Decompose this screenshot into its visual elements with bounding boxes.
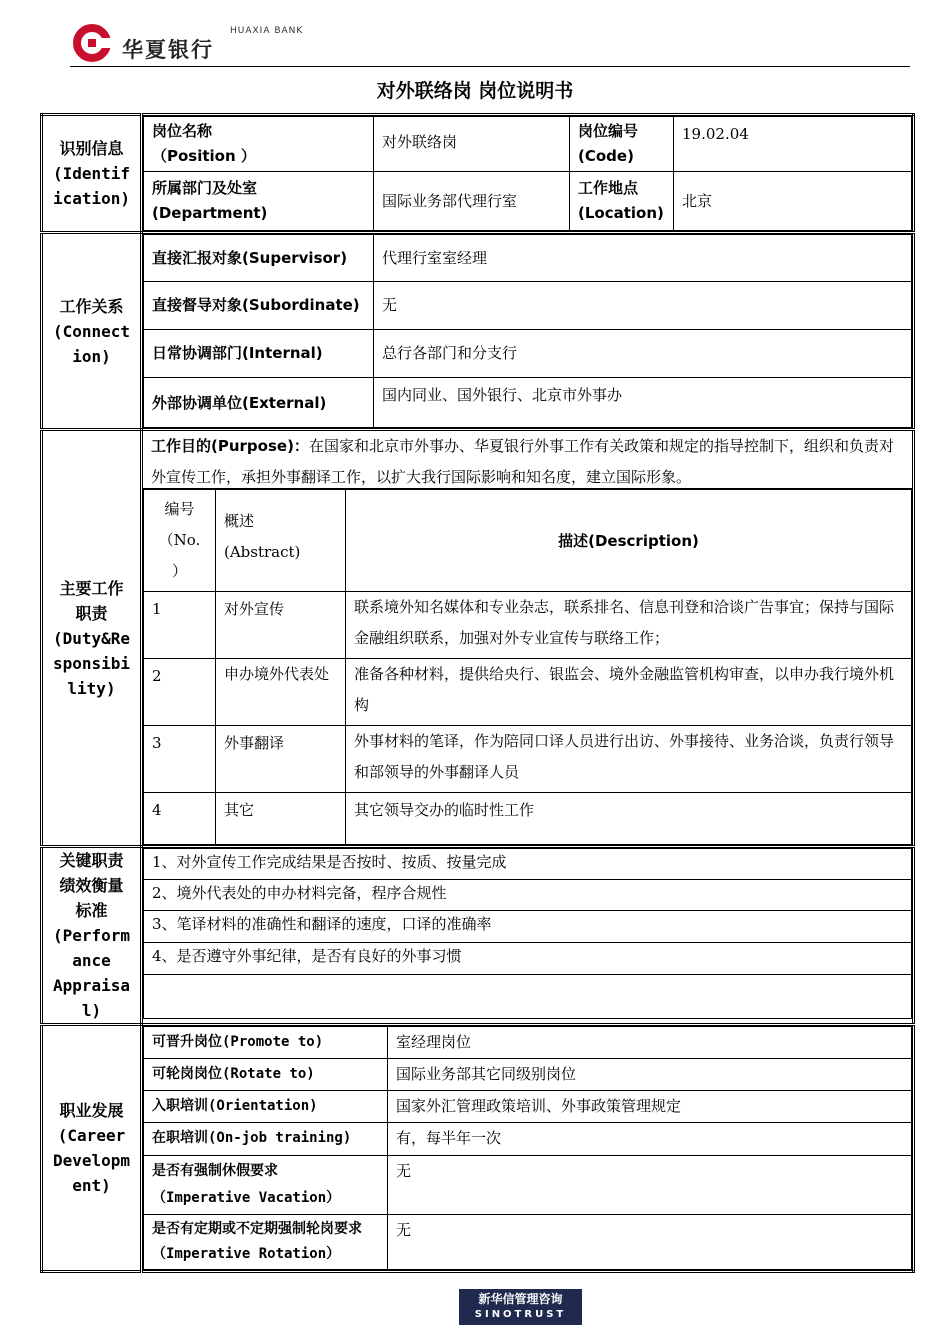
duty-description: 联系境外知名媒体和专业杂志，联系排名、信息刊登和洽谈广告事宜；保持与国际金融组织联系，加强对外专业宣传与联络工作； [346,592,912,659]
duty-row [144,726,912,793]
supervisor-label: 直接汇报对象(Supervisor) [144,235,374,282]
position-label: 岗位名称 （Position ） [144,117,374,172]
section-connection: 工作关系 (Connect ion) [42,233,142,430]
duty-abstract: 外事翻译 [216,726,346,793]
no-header: 编号 （No. ） [144,490,216,592]
rotation-value: 无 [388,1215,912,1270]
identification-section [42,115,914,233]
performance-section [42,847,914,1025]
connection-section [42,233,914,430]
duty-description: 外事材料的笔译，作为陪同口译人员进行出访、外事接待、业务洽谈，负责行领导和部领导的外事翻译人员 [346,726,912,793]
section-duty: 主要工作 职责 (Duty&Re sponsibi lity) [42,430,142,847]
description-header: 描述(Description) [346,490,912,592]
duty-description: 准备各种材料，提供给央行、银监会、境外金融监管机构审查，以申办我行境外机构 [346,659,912,726]
sinotrust-logo [459,1289,582,1325]
external-value: 国内同业、国外银行、北京市外事办 [374,378,912,428]
onjob-label: 在职培训(On-job training) [144,1123,388,1156]
code-value: 19.02.04 [674,117,912,172]
vacation-label: 是否有强制休假要求 （Imperative Vacation） [144,1156,388,1215]
document-title: 对外联络岗 岗位说明书 [376,80,574,102]
purpose-block [143,431,912,489]
duty-no: 2 [144,659,216,726]
internal-label: 日常协调部门(Internal) [144,330,374,378]
duty-section [42,430,914,847]
performance-item: 3、笔译材料的准确性和翻译的速度，口译的准确率 [144,911,912,943]
duty-abstract: 其它 [216,793,346,845]
job-description-table [40,113,915,1273]
internal-value: 总行各部门和分支行 [374,330,912,378]
duty-no: 4 [144,793,216,845]
location-label: 工作地点 (Location) [570,172,674,231]
performance-item: 4、是否遵守外事纪律，是否有良好的外事习惯 [144,943,912,975]
location-value: 北京 [674,172,912,231]
subordinate-label: 直接督导对象(Subordinate) [144,282,374,330]
performance-item: 1、对外宣传工作完成结果是否按时、按质、按量完成 [144,849,912,880]
orientation-value: 国家外汇管理政策培训、外事政策管理规定 [388,1091,912,1123]
subordinate-value: 无 [374,282,912,330]
promote-value: 室经理岗位 [388,1027,912,1059]
section-identification: 识别信息 (Identif ication) [42,115,142,233]
promote-label: 可晋升岗位(Promote to) [144,1027,388,1059]
purpose-text: 在国家和北京市外事办、华夏银行外事工作有关政策和规定的指导控制下，组织和负责对外宣传工作，承担外事翻译工作，以扩大我行国际影响和知名度，建立国际形象。 [151,437,894,486]
supervisor-value: 代理行室室经理 [374,235,912,282]
logo-text: 华夏银行 [122,38,214,62]
duty-description: 其它领导交办的临时性工作 [346,793,912,845]
external-label: 外部协调单位(External) [144,378,374,428]
rotation-label: 是否有定期或不定期强制轮岗要求（Imperative Rotation） [144,1215,388,1270]
logo-english-text: HUAXIA BANK [230,26,304,36]
duty-row [144,793,912,845]
abstract-header: 概述 (Abstract) [216,490,346,592]
vacation-value: 无 [388,1156,912,1215]
onjob-value: 有，每半年一次 [388,1123,912,1156]
footer-logo-cn: 新华信管理咨询 [478,1292,563,1306]
department-label: 所属部门及处室 (Department) [144,172,374,231]
duty-no: 1 [144,592,216,659]
career-section [42,1025,914,1272]
purpose-label: 工作目的(Purpose)： [151,437,309,455]
section-performance: 关键职责 绩效衡量 标准 (Perform ance Appraisa l) [42,847,142,1025]
duty-abstract: 申办境外代表处 [216,659,346,726]
performance-item: 2、境外代表处的申办材料完备，程序合规性 [144,880,912,911]
huaxia-logo-icon [72,24,112,62]
rotate-value: 国际业务部其它同级别岗位 [388,1059,912,1091]
duty-row [144,659,912,726]
position-value: 对外联络岗 [374,117,570,172]
department-value: 国际业务部代理行室 [374,172,570,231]
rotate-label: 可轮岗岗位(Rotate to) [144,1059,388,1091]
footer-logo-en: SINOTRUST [474,1309,567,1320]
code-label: 岗位编号 (Code) [570,117,674,172]
duty-row [144,592,912,659]
orientation-label: 入职培训(Orientation) [144,1091,388,1123]
page-header [70,22,910,67]
duty-abstract: 对外宣传 [216,592,346,659]
section-career: 职业发展 (Career Developm ent) [42,1025,142,1272]
duty-no: 3 [144,726,216,793]
performance-item [144,975,912,1019]
